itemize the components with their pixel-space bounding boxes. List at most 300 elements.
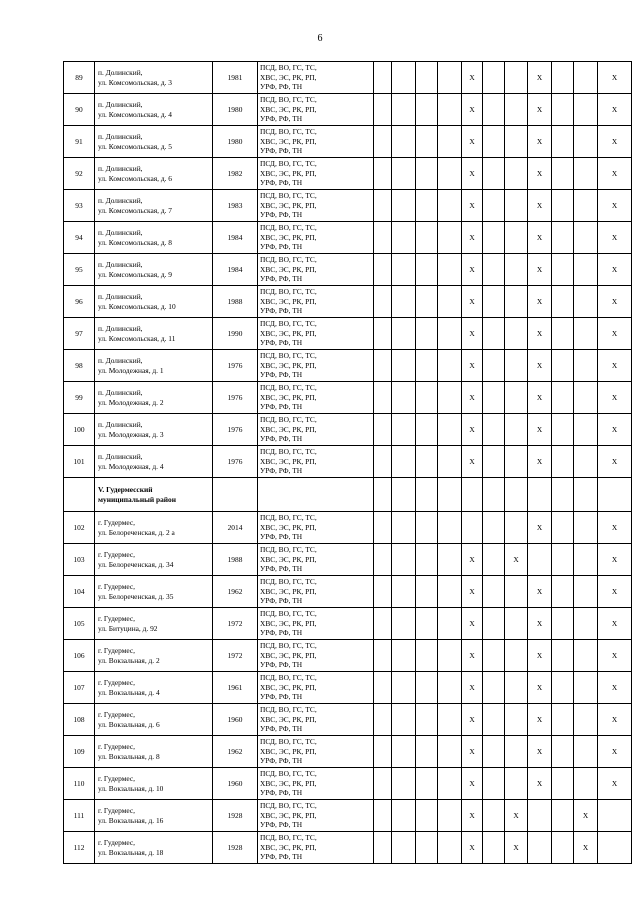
mark-cell	[392, 414, 416, 446]
address-line: ул. Вокзальная, д. 2	[98, 655, 160, 665]
mark-cell	[438, 222, 462, 254]
row-number: 94	[64, 222, 95, 254]
works-line: ХВС, ЭС, РК, РП,	[260, 424, 317, 434]
mark-cell	[574, 62, 598, 94]
year-built: 1984	[213, 222, 258, 254]
mark-cell: X	[598, 576, 632, 608]
year-built: 2014	[213, 512, 258, 544]
works-list	[258, 768, 374, 800]
works-list	[258, 576, 374, 608]
works-list	[258, 832, 374, 864]
works-line: ХВС, ЭС, РК, РП,	[260, 296, 317, 306]
mark-cell	[438, 512, 462, 544]
mark-cell	[392, 736, 416, 768]
row-number: 110	[64, 768, 95, 800]
mark-cell	[416, 640, 438, 672]
works-line: ПСД, ВО, ГС, ТС,	[260, 319, 317, 328]
works-line: ХВС, ЭС, РК, РП,	[260, 392, 317, 402]
year-built: 1976	[213, 414, 258, 446]
mark-cell	[505, 286, 528, 318]
mark-cell	[483, 800, 505, 832]
works-line: УРФ, РФ, ТН	[260, 434, 303, 444]
mark-cell	[416, 414, 438, 446]
address-cell	[95, 414, 213, 446]
works-line: ХВС, ЭС, РК, РП,	[260, 650, 317, 660]
mark-cell: X	[462, 222, 483, 254]
mark-cell: X	[598, 512, 632, 544]
works-line: ПСД, ВО, ГС, ТС,	[260, 351, 317, 360]
mark-cell: X	[462, 736, 483, 768]
year-built: 1988	[213, 544, 258, 576]
mark-cell	[374, 672, 392, 704]
mark-cell	[416, 704, 438, 736]
mark-cell	[392, 190, 416, 222]
year-built: 1928	[213, 800, 258, 832]
row-number: 109	[64, 736, 95, 768]
year-built: 1982	[213, 158, 258, 190]
mark-cell: X	[598, 222, 632, 254]
address-line: г. Гудермес,	[98, 581, 136, 591]
mark-cell	[416, 190, 438, 222]
address-line: ул. Белореченская, д. 34	[98, 559, 174, 569]
address-cell	[95, 672, 213, 704]
row-number: 107	[64, 672, 95, 704]
mark-cell	[528, 544, 552, 576]
works-line: ПСД, ВО, ГС, ТС,	[260, 191, 317, 200]
year-built: 1960	[213, 704, 258, 736]
mark-cell	[438, 126, 462, 158]
mark-cell	[505, 382, 528, 414]
works-line: ХВС, ЭС, РК, РП,	[260, 522, 317, 532]
mark-cell	[438, 672, 462, 704]
mark-cell: X	[505, 832, 528, 864]
works-list	[258, 318, 374, 350]
mark-cell: X	[528, 126, 552, 158]
address-cell	[95, 254, 213, 286]
mark-cell: X	[528, 576, 552, 608]
works-list	[258, 382, 374, 414]
address-line: ул. Вокзальная, д. 16	[98, 815, 164, 825]
works-line: ХВС, ЭС, РК, РП,	[260, 778, 317, 788]
mark-cell	[505, 62, 528, 94]
mark-cell	[483, 190, 505, 222]
works-line: ХВС, ЭС, РК, РП,	[260, 328, 317, 338]
address-cell	[95, 704, 213, 736]
mark-cell	[483, 576, 505, 608]
address-line: г. Гудермес,	[98, 837, 136, 847]
mark-cell	[505, 190, 528, 222]
mark-cell	[598, 832, 632, 864]
mark-cell	[574, 382, 598, 414]
district-rows-dolinsky	[64, 62, 632, 478]
mark-cell	[438, 446, 462, 478]
mark-cell: X	[462, 318, 483, 350]
mark-cell: X	[462, 832, 483, 864]
row-number: 111	[64, 800, 95, 832]
mark-cell	[505, 254, 528, 286]
mark-cell: X	[598, 158, 632, 190]
mark-cell	[392, 382, 416, 414]
works-list	[258, 286, 374, 318]
address-cell	[95, 544, 213, 576]
district-rows-gudermes	[64, 512, 632, 864]
mark-cell	[483, 350, 505, 382]
row-number: 89	[64, 62, 95, 94]
works-line: УРФ, РФ, ТН	[260, 852, 303, 862]
mark-cell	[392, 222, 416, 254]
address-cell	[95, 222, 213, 254]
mark-cell	[598, 800, 632, 832]
mark-cell	[552, 544, 574, 576]
mark-cell	[552, 126, 574, 158]
works-line: ПСД, ВО, ГС, ТС,	[260, 705, 317, 714]
year-built: 1981	[213, 62, 258, 94]
works-line: ХВС, ЭС, РК, РП,	[260, 264, 317, 274]
works-line: ХВС, ЭС, РК, РП,	[260, 682, 317, 692]
address-line: г. Гудермес,	[98, 517, 136, 527]
works-line: УРФ, РФ, ТН	[260, 628, 303, 638]
mark-cell	[574, 318, 598, 350]
mark-cell	[574, 544, 598, 576]
mark-cell: X	[598, 94, 632, 126]
mark-cell	[483, 62, 505, 94]
mark-cell	[392, 768, 416, 800]
mark-cell: X	[528, 608, 552, 640]
table-row	[64, 736, 632, 768]
works-list	[258, 446, 374, 478]
mark-cell	[392, 94, 416, 126]
mark-cell	[505, 158, 528, 190]
address-cell	[95, 62, 213, 94]
mark-cell: X	[462, 414, 483, 446]
mark-cell	[574, 576, 598, 608]
mark-cell: X	[598, 350, 632, 382]
mark-cell	[574, 672, 598, 704]
mark-cell	[438, 382, 462, 414]
mark-cell	[416, 544, 438, 576]
mark-cell: X	[462, 254, 483, 286]
address-cell	[95, 318, 213, 350]
mark-cell: X	[528, 222, 552, 254]
mark-cell	[552, 832, 574, 864]
mark-cell	[416, 736, 438, 768]
works-line: УРФ, РФ, ТН	[260, 242, 303, 252]
mark-cell	[392, 126, 416, 158]
mark-cell	[528, 832, 552, 864]
mark-cell	[483, 222, 505, 254]
mark-cell	[462, 512, 483, 544]
works-line: ПСД, ВО, ГС, ТС,	[260, 513, 317, 522]
table-row	[64, 350, 632, 382]
address-cell	[95, 800, 213, 832]
mark-cell	[552, 94, 574, 126]
address-line: г. Гудермес,	[98, 741, 136, 751]
address-cell	[95, 608, 213, 640]
works-line: ПСД, ВО, ГС, ТС,	[260, 801, 317, 810]
mark-cell	[483, 608, 505, 640]
mark-cell	[374, 544, 392, 576]
address-line: ул. Молодежная, д. 2	[98, 397, 164, 407]
mark-cell	[416, 672, 438, 704]
works-line: ПСД, ВО, ГС, ТС,	[260, 287, 317, 296]
works-line: УРФ, РФ, ТН	[260, 210, 303, 220]
housing-register-table	[63, 61, 632, 864]
mark-cell	[392, 254, 416, 286]
table-row	[64, 158, 632, 190]
works-line: ХВС, ЭС, РК, РП,	[260, 746, 317, 756]
mark-cell	[483, 446, 505, 478]
address-cell	[95, 350, 213, 382]
works-line: УРФ, РФ, ТН	[260, 692, 303, 702]
table-row	[64, 126, 632, 158]
address-line: п. Долинский,	[98, 195, 143, 205]
address-line: п. Долинский,	[98, 259, 143, 269]
mark-cell	[374, 446, 392, 478]
row-number: 108	[64, 704, 95, 736]
year-built: 1962	[213, 736, 258, 768]
works-list	[258, 640, 374, 672]
works-list	[258, 222, 374, 254]
works-list	[258, 126, 374, 158]
mark-cell	[374, 350, 392, 382]
mark-cell	[438, 544, 462, 576]
mark-cell	[416, 222, 438, 254]
year-built: 1976	[213, 350, 258, 382]
table-row	[64, 190, 632, 222]
mark-cell	[574, 640, 598, 672]
mark-cell: X	[528, 318, 552, 350]
mark-cell: X	[462, 608, 483, 640]
mark-cell: X	[528, 414, 552, 446]
works-line: ХВС, ЭС, РК, РП,	[260, 72, 317, 82]
mark-cell	[483, 512, 505, 544]
mark-cell	[505, 512, 528, 544]
address-line: г. Гудермес,	[98, 645, 136, 655]
mark-cell	[392, 832, 416, 864]
works-list	[258, 62, 374, 94]
mark-cell	[552, 446, 574, 478]
address-cell	[95, 382, 213, 414]
mark-cell	[438, 800, 462, 832]
address-cell	[95, 158, 213, 190]
table-row	[64, 832, 632, 864]
mark-cell	[483, 94, 505, 126]
address-line: г. Гудермес,	[98, 549, 136, 559]
mark-cell	[483, 126, 505, 158]
year-built: 1990	[213, 318, 258, 350]
mark-cell	[416, 254, 438, 286]
mark-cell	[505, 608, 528, 640]
mark-cell	[505, 640, 528, 672]
mark-cell: X	[598, 544, 632, 576]
works-line: УРФ, РФ, ТН	[260, 82, 303, 92]
year-built: 1961	[213, 672, 258, 704]
address-line: ул. Белореченская, д. 2 а	[98, 527, 175, 537]
mark-cell	[416, 576, 438, 608]
works-line: УРФ, РФ, ТН	[260, 564, 303, 574]
mark-cell: X	[462, 286, 483, 318]
works-list	[258, 736, 374, 768]
mark-cell	[505, 768, 528, 800]
mark-cell	[574, 190, 598, 222]
works-list	[258, 608, 374, 640]
works-list	[258, 190, 374, 222]
mark-cell	[392, 350, 416, 382]
works-line: УРФ, РФ, ТН	[260, 724, 303, 734]
row-number: 96	[64, 286, 95, 318]
mark-cell: X	[528, 736, 552, 768]
address-line: ул. Молодежная, д. 4	[98, 461, 164, 471]
works-list	[258, 800, 374, 832]
address-line: г. Гудермес,	[98, 805, 136, 815]
works-line: ПСД, ВО, ГС, ТС,	[260, 223, 317, 232]
table-row	[64, 62, 632, 94]
address-line: ул. Вокзальная, д. 6	[98, 719, 160, 729]
address-line: ул. Комсомольская, д. 3	[98, 77, 172, 87]
mark-cell	[552, 512, 574, 544]
works-line: ПСД, ВО, ГС, ТС,	[260, 737, 317, 746]
mark-cell	[392, 608, 416, 640]
row-number: 90	[64, 94, 95, 126]
mark-cell: X	[598, 640, 632, 672]
row-number: 91	[64, 126, 95, 158]
mark-cell	[438, 640, 462, 672]
mark-cell	[392, 158, 416, 190]
mark-cell	[374, 768, 392, 800]
table-row	[64, 544, 632, 576]
mark-cell	[438, 190, 462, 222]
section-title-line1: V. Гудермесский	[98, 484, 153, 494]
works-line: ХВС, ЭС, РК, РП,	[260, 360, 317, 370]
row-number: 93	[64, 190, 95, 222]
address-cell	[95, 736, 213, 768]
row-number: 105	[64, 608, 95, 640]
address-line: п. Долинский,	[98, 323, 143, 333]
year-built: 1976	[213, 382, 258, 414]
row-number: 101	[64, 446, 95, 478]
mark-cell	[552, 736, 574, 768]
mark-cell	[438, 94, 462, 126]
mark-cell	[505, 126, 528, 158]
mark-cell	[574, 704, 598, 736]
mark-cell	[392, 62, 416, 94]
mark-cell	[505, 576, 528, 608]
address-line: ул. Комсомольская, д. 7	[98, 205, 172, 215]
section-title-line2: муниципальный район	[98, 494, 176, 504]
works-line: ПСД, ВО, ГС, ТС,	[260, 63, 317, 72]
year-built: 1962	[213, 576, 258, 608]
works-list	[258, 672, 374, 704]
works-line: ХВС, ЭС, РК, РП,	[260, 456, 317, 466]
address-line: п. Долинский,	[98, 131, 143, 141]
works-list	[258, 414, 374, 446]
row-number: 112	[64, 832, 95, 864]
mark-cell	[552, 768, 574, 800]
mark-cell: X	[598, 254, 632, 286]
works-line: УРФ, РФ, ТН	[260, 146, 303, 156]
year-built: 1980	[213, 94, 258, 126]
table-row	[64, 704, 632, 736]
works-line: УРФ, РФ, ТН	[260, 178, 303, 188]
mark-cell	[416, 382, 438, 414]
address-cell	[95, 640, 213, 672]
mark-cell	[416, 512, 438, 544]
mark-cell: X	[528, 672, 552, 704]
mark-cell: X	[528, 286, 552, 318]
mark-cell: X	[462, 800, 483, 832]
mark-cell: X	[528, 190, 552, 222]
works-line: ПСД, ВО, ГС, ТС,	[260, 609, 317, 618]
section-year-cell	[213, 478, 258, 512]
mark-cell	[483, 640, 505, 672]
works-line: УРФ, РФ, ТН	[260, 402, 303, 412]
works-line: ПСД, ВО, ГС, ТС,	[260, 673, 317, 682]
mark-cell: X	[598, 382, 632, 414]
address-line: г. Гудермес,	[98, 613, 136, 623]
address-line: п. Долинский,	[98, 163, 143, 173]
works-line: ПСД, ВО, ГС, ТС,	[260, 545, 317, 554]
mark-cell: X	[528, 382, 552, 414]
address-cell	[95, 126, 213, 158]
row-number: 106	[64, 640, 95, 672]
mark-cell	[505, 414, 528, 446]
works-line: ПСД, ВО, ГС, ТС,	[260, 833, 317, 842]
mark-cell	[392, 318, 416, 350]
address-line: ул. Комсомольская, д. 6	[98, 173, 172, 183]
mark-cell	[374, 254, 392, 286]
address-line: г. Гудермес,	[98, 709, 136, 719]
mark-cell	[438, 768, 462, 800]
mark-cell	[374, 414, 392, 446]
address-cell	[95, 446, 213, 478]
works-line: УРФ, РФ, ТН	[260, 596, 303, 606]
mark-cell	[552, 190, 574, 222]
row-number: 104	[64, 576, 95, 608]
mark-cell	[438, 158, 462, 190]
mark-cell: X	[528, 158, 552, 190]
mark-cell: X	[462, 640, 483, 672]
year-built: 1988	[213, 286, 258, 318]
mark-cell: X	[528, 512, 552, 544]
works-line: ХВС, ЭС, РК, РП,	[260, 136, 317, 146]
table-row	[64, 608, 632, 640]
mark-cell	[552, 254, 574, 286]
works-line: ХВС, ЭС, РК, РП,	[260, 714, 317, 724]
address-cell	[95, 832, 213, 864]
mark-cell: X	[598, 286, 632, 318]
mark-cell	[483, 768, 505, 800]
year-built: 1928	[213, 832, 258, 864]
mark-cell: X	[598, 414, 632, 446]
mark-cell	[574, 94, 598, 126]
address-line: г. Гудермес,	[98, 773, 136, 783]
address-line: ул. Вокзальная, д. 10	[98, 783, 164, 793]
mark-cell	[374, 126, 392, 158]
works-line: ПСД, ВО, ГС, ТС,	[260, 641, 317, 650]
works-line: УРФ, РФ, ТН	[260, 788, 303, 798]
mark-cell	[483, 382, 505, 414]
mark-cell	[483, 286, 505, 318]
works-list	[258, 94, 374, 126]
year-built: 1972	[213, 608, 258, 640]
mark-cell: X	[462, 126, 483, 158]
mark-cell	[505, 94, 528, 126]
mark-cell	[416, 832, 438, 864]
mark-cell	[574, 608, 598, 640]
mark-cell	[528, 800, 552, 832]
mark-cell: X	[462, 158, 483, 190]
address-line: ул. Комсомольская, д. 4	[98, 109, 172, 119]
